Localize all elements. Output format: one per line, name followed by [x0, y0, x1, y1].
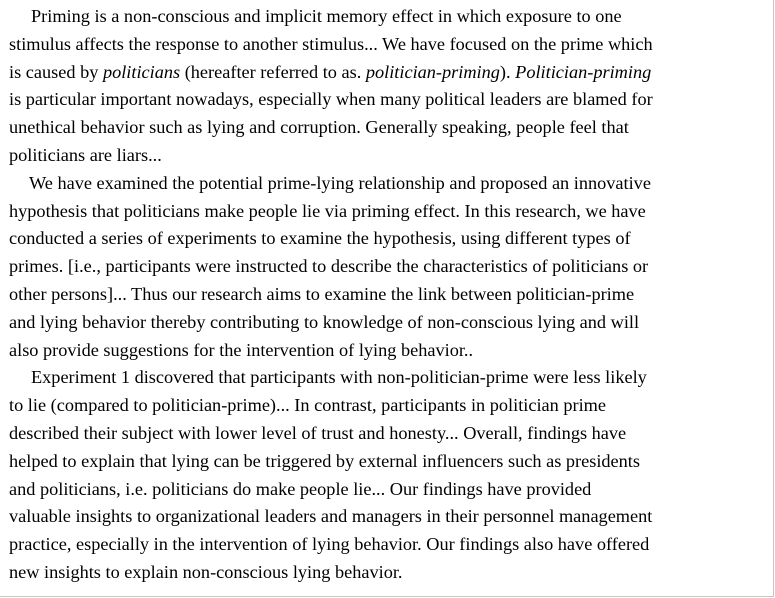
- text-run: and politicians, i.e. politicians do make people lie... Our findings have provided: [9, 478, 592, 499]
- paragraph-1: [9, 3, 761, 170]
- text-run: stimulus affects the response to another stimulus... We have focused on the prime which: [9, 33, 653, 54]
- paragraph-2-line-5: [9, 281, 761, 309]
- paragraph-3-line-8: [9, 559, 761, 587]
- text-run: practice, especially in the intervention of lying behavior. Our findings also have offered: [9, 534, 650, 555]
- text-run: politicians are liars...: [9, 144, 162, 165]
- text-run: Experiment 1 discovered that participants with non-politician-prime were less likely: [31, 367, 647, 388]
- paragraph-2-line-7: [9, 337, 761, 365]
- paragraph-2: [9, 170, 761, 365]
- text-run: ).: [499, 61, 516, 82]
- paragraph-3-line-4: [9, 448, 761, 476]
- text-run: also provide suggestions for the intervention of lying behavior..: [9, 339, 474, 360]
- text-run: is particular important nowadays, especially when many political leaders are blamed for: [9, 89, 653, 110]
- text-run: is caused by: [9, 61, 103, 82]
- paragraph-3-line-2: [9, 392, 761, 420]
- paragraph-1-line-4: [9, 86, 761, 114]
- paragraph-1-line-6: [9, 142, 761, 170]
- paragraph-1-line-5: [9, 114, 761, 142]
- paragraph-2-line-1: [9, 170, 761, 198]
- text-run: described their subject with lower level of trust and honesty... Overall, findings have: [9, 422, 627, 443]
- text-run: and lying behavior thereby contributing to knowledge of non-conscious lying and will: [9, 311, 640, 332]
- paragraph-3-line-3: [9, 420, 761, 448]
- italic-term: politician-priming: [365, 61, 500, 82]
- text-run: new insights to explain non-conscious lying behavior.: [9, 561, 403, 582]
- text-run: primes. [i.e., participants were instructed to describe the characteristics of politicians or: [9, 256, 649, 277]
- text-run: conducted a series of experiments to examine the hypothesis, using different types of: [9, 228, 631, 249]
- paragraph-3-line-5: [9, 476, 761, 504]
- text-run: (hereafter referred to as.: [180, 61, 366, 82]
- paragraph-2-line-3: [9, 225, 761, 253]
- text-run: other persons]... Thus our research aims to examine the link between politician-prime: [9, 283, 635, 304]
- text-run: helped to explain that lying can be triggered by external influencers such as presidents: [9, 450, 640, 471]
- paragraph-3-line-1: [9, 364, 761, 392]
- paragraph-3-line-6: [9, 503, 761, 531]
- paragraph-1-line-2: [9, 31, 761, 59]
- paragraph-1-line-3: [9, 59, 761, 87]
- text-run: unethical behavior such as lying and corruption. Generally speaking, people feel that: [9, 117, 629, 138]
- text-run: We have examined the potential prime-lying relationship and proposed an innovative: [29, 172, 651, 193]
- text-run: hypothesis that politicians make people lie via priming effect. In this research, we have: [9, 200, 646, 221]
- italic-term: politicians: [102, 61, 181, 82]
- paragraph-1-line-1: [9, 3, 761, 31]
- text-run: valuable insights to organizational leaders and managers in their personnel management: [9, 506, 653, 527]
- document-text: [9, 3, 761, 587]
- italic-term: Politician-priming: [515, 61, 652, 82]
- paragraph-3-line-7: [9, 531, 761, 559]
- text-run: to lie (compared to politician-prime)... In contrast, participants in politician prime: [9, 395, 607, 416]
- text-run: Priming is a non-conscious and implicit memory effect in which exposure to one: [31, 6, 622, 26]
- paragraph-2-line-2: [9, 198, 761, 226]
- paragraph-2-line-6: [9, 309, 761, 337]
- paragraph-2-line-4: [9, 253, 761, 281]
- paragraph-3: [9, 364, 761, 586]
